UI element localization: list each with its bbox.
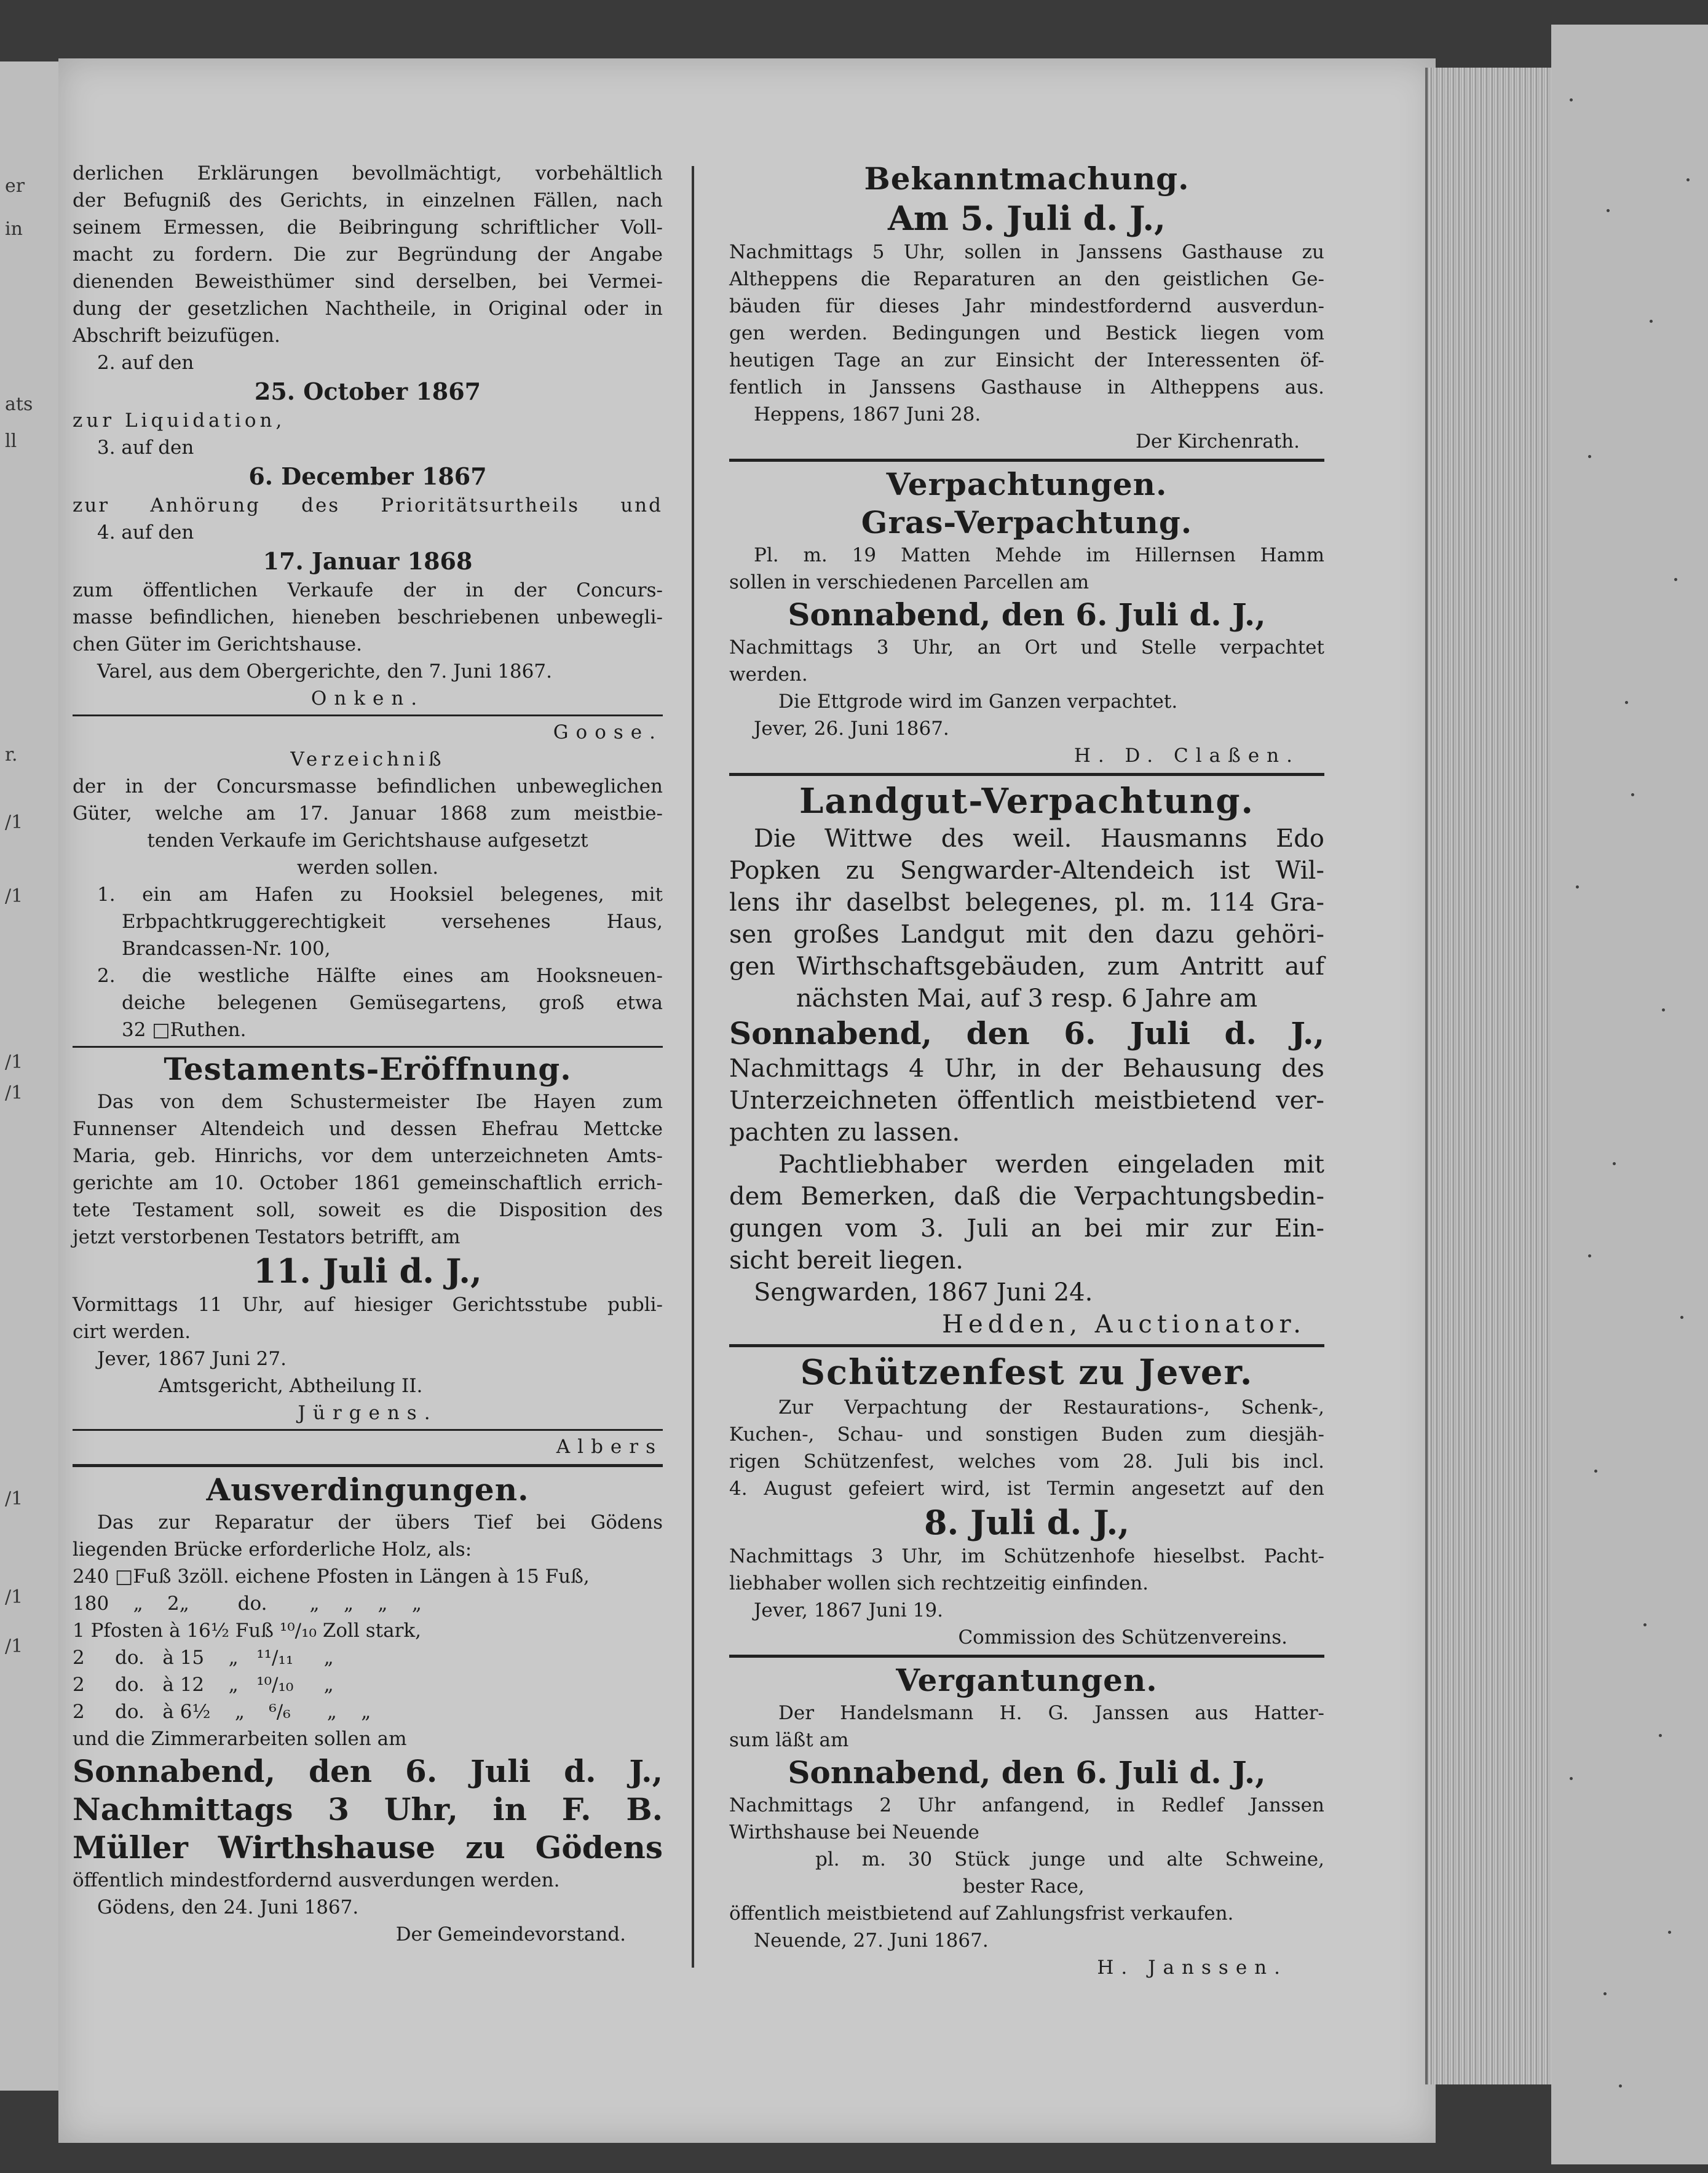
signature: Der Kirchenrath. bbox=[1136, 430, 1300, 453]
text-line: der in der Concursmasse befindlichen unbeweglichen bbox=[73, 775, 663, 798]
text-line: und die Zimmerarbeiten sollen am bbox=[73, 1728, 407, 1750]
notice-bekanntmachung bbox=[729, 160, 1324, 455]
text-line: Jever, 1867 Juni 27. bbox=[97, 1348, 287, 1370]
rule bbox=[73, 1046, 663, 1048]
text-line: Altheppens die Reparaturen an den geistlichen Ge- bbox=[729, 268, 1324, 290]
margin-fragment: /1 bbox=[5, 1586, 23, 1608]
wood-line: 2 do. à 6½ „ ⁶/₆ „ „ bbox=[73, 1701, 371, 1723]
wood-line: 2 do. à 12 „ ¹⁰/₁₀ „ bbox=[73, 1674, 334, 1696]
text-line: Neuende, 27. Juni 1867. bbox=[754, 1930, 989, 1952]
section-title: Verpachtungen. bbox=[886, 466, 1168, 502]
date-line: Sonnabend, den 6. Juli d. J., bbox=[729, 1015, 1324, 1051]
text-line: sen großes Landgut mit den dazu gehöri- bbox=[729, 920, 1324, 949]
text-line: Popken zu Sengwarder-Altendeich ist Wil- bbox=[729, 857, 1324, 885]
margin-fragment: /1 bbox=[5, 1082, 23, 1104]
rule bbox=[729, 1655, 1324, 1658]
text-line: Brandcassen-Nr. 100, bbox=[122, 938, 331, 960]
text-line: öffentlich mindestfordernd ausverdungen werden. bbox=[73, 1869, 560, 1891]
text-line: cirt werden. bbox=[73, 1321, 191, 1343]
text-line: sollen in verschiedenen Parcellen am bbox=[729, 571, 1089, 593]
section-title: Testaments-Eröffnung. bbox=[164, 1051, 572, 1087]
text-line: Nachmittags 2 Uhr anfangend, in Redlef Janssen bbox=[729, 1794, 1324, 1816]
text-line: sum läßt am bbox=[729, 1729, 849, 1751]
wood-line: 1 Pfosten à 16½ Fuß ¹⁰/₁₀ Zoll stark, bbox=[73, 1620, 422, 1642]
text-line: werden. bbox=[729, 663, 808, 686]
section-title: Landgut-Verpachtung. bbox=[799, 781, 1255, 821]
notice-testament bbox=[73, 1050, 663, 1460]
text-line: Nachmittags 4 Uhr, in der Behausung des bbox=[729, 1055, 1324, 1083]
text-line: liebhaber wollen sich rechtzeitig einfinden. bbox=[729, 1572, 1149, 1594]
text-line: dienenden Beweisthümer sind derselben, bei Vermei- bbox=[73, 271, 663, 293]
page-block-edges bbox=[1425, 68, 1554, 2084]
text-line: Sengwarden, 1867 Juni 24. bbox=[754, 1278, 1093, 1307]
text-line: gungen vom 3. Juli an bei mir zur Ein- bbox=[729, 1214, 1324, 1243]
text-line: 1. ein am Hafen zu Hooksiel belegenes, mit bbox=[97, 884, 663, 906]
text-line: sicht bereit liegen. bbox=[729, 1246, 963, 1275]
wood-line: 2 do. à 15 „ ¹¹/₁₁ „ bbox=[73, 1647, 334, 1669]
text-line: 2. die westliche Hälfte eines am Hooksneuen- bbox=[97, 965, 663, 987]
section-title: Gras-Verpachtung. bbox=[861, 504, 1193, 540]
wood-line: 240 □Fuß 3zöll. eichene Pfosten in Längen à 15 Fuß, bbox=[73, 1565, 590, 1588]
text-line: Nachmittags 5 Uhr, sollen in Janssens Gasthause zu bbox=[729, 241, 1324, 263]
text-line: heutigen Tage an zur Einsicht der Interessenten öf- bbox=[729, 349, 1324, 371]
margin-fragment: /1 bbox=[5, 1636, 23, 1657]
book-cover-edge bbox=[1551, 25, 1708, 2164]
text-line: Vormittags 11 Uhr, auf hiesiger Gerichtsstube publi- bbox=[73, 1294, 663, 1316]
text-line: lens ihr daselbst belegenes, pl. m. 114 Gra- bbox=[729, 889, 1324, 917]
right-column bbox=[729, 160, 1324, 1981]
text-line: gen werden. Bedingungen und Bestick liegen vom bbox=[729, 322, 1324, 344]
notice-verpachtungen bbox=[729, 465, 1324, 769]
left-column bbox=[73, 160, 663, 1948]
text-line: bäuden für dieses Jahr mindestfordernd ausverdun- bbox=[729, 295, 1324, 317]
section-title: Ausverdingungen. bbox=[206, 1471, 529, 1508]
text-line: pachten zu lassen. bbox=[729, 1118, 960, 1147]
text-line: Das von dem Schustermeister Ibe Hayen zum bbox=[97, 1091, 663, 1113]
signature: Der Gemeindevorstand. bbox=[395, 1923, 626, 1945]
text-line: jetzt verstorbenen Testators betrifft, am bbox=[73, 1226, 461, 1248]
text-line: Die Wittwe des weil. Hausmanns Edo bbox=[754, 825, 1324, 853]
text-line: fentlich in Janssens Gasthause in Altheppens aus. bbox=[729, 376, 1324, 398]
date-line: 11. Juli d. J., bbox=[253, 1251, 482, 1291]
text-line: Nachmittags 3 Uhr, im Schützenhofe hieselbst. Pacht- bbox=[729, 1545, 1324, 1567]
signature: Onken. bbox=[310, 687, 425, 710]
margin-fragment: /1 bbox=[5, 812, 23, 833]
notice-landgut bbox=[729, 780, 1324, 1340]
signature: Commission des Schützenvereins. bbox=[958, 1626, 1287, 1649]
date-line: Nachmittags 3 Uhr, in F. B. bbox=[73, 1791, 663, 1827]
text-line: chen Güter im Gerichtshause. bbox=[73, 633, 362, 655]
text-line: 32 □Ruthen. bbox=[122, 1019, 247, 1041]
text-line: Funnenser Altendeich und dessen Ehefrau Mettcke bbox=[73, 1118, 663, 1140]
previous-page-edge bbox=[0, 61, 60, 2091]
rule bbox=[73, 1429, 663, 1431]
notice-schuetzenfest bbox=[729, 1351, 1324, 1651]
rule bbox=[729, 1344, 1324, 1347]
margin-fragment: ll bbox=[5, 430, 17, 452]
text-line: werden sollen. bbox=[296, 857, 439, 879]
text-line: tenden Verkaufe im Gerichtshause aufgesetzt bbox=[147, 829, 588, 852]
date-line: Müller Wirthshause zu Gödens bbox=[73, 1829, 663, 1866]
margin-fragment: r. bbox=[5, 744, 18, 766]
text-line: Kuchen-, Schau- und sonstigen Buden zum diesjäh- bbox=[729, 1423, 1324, 1446]
margin-fragment: /1 bbox=[5, 1488, 23, 1510]
margin-fragment: er bbox=[5, 175, 25, 197]
text-line: deiche belegenen Gemüsegartens, groß etwa bbox=[122, 992, 663, 1014]
date-line: 6. December 1867 bbox=[248, 462, 487, 490]
margin-fragment: ats bbox=[5, 394, 33, 415]
text-line: Gödens, den 24. Juni 1867. bbox=[97, 1896, 359, 1918]
text-line: gen Wirthschaftsgebäuden, zum Antritt auf bbox=[729, 952, 1324, 981]
text-line: macht zu fordern. Die zur Begründung der Angabe bbox=[73, 243, 663, 266]
text-line: Güter, welche am 17. Januar 1868 zum meistbie- bbox=[73, 802, 663, 825]
text-line: der Befugniß des Gerichts, in einzelnen Fällen, nach bbox=[73, 189, 663, 212]
text-line: Pachtliebhaber werden eingeladen mit bbox=[778, 1150, 1324, 1179]
text-line: öffentlich meistbietend auf Zahlungsfrist verkaufen. bbox=[729, 1902, 1234, 1925]
notice-ausverdingungen bbox=[73, 1471, 663, 1948]
section-title: Bekanntmachung. bbox=[864, 160, 1190, 197]
column-divider bbox=[692, 166, 694, 1968]
text-line: masse befindlichen, hieneben beschriebenen unbewegli- bbox=[73, 606, 663, 628]
date-line: 17. Januar 1868 bbox=[263, 547, 473, 575]
text-line: bester Race, bbox=[963, 1875, 1085, 1898]
text-line: Unterzeichneten öffentlich meistbietend ver- bbox=[729, 1086, 1324, 1115]
signature: H. Janssen. bbox=[1097, 1957, 1287, 1979]
date-line: Am 5. Juli d. J., bbox=[888, 199, 1166, 238]
text-line: Pl. m. 19 Matten Mehde im Hillernsen Hamm bbox=[754, 544, 1324, 566]
rule bbox=[729, 459, 1324, 462]
text-line: zur Liquidation, bbox=[73, 410, 286, 432]
date-line: Sonnabend, den 6. Juli d. J., bbox=[788, 1754, 1266, 1791]
text-line: nächsten Mai, auf 3 resp. 6 Jahre am bbox=[796, 984, 1258, 1013]
text-line: Die Ettgrode wird im Ganzen verpachtet. bbox=[778, 691, 1178, 713]
text-line: 4. August gefeiert wird, ist Termin angesetzt auf den bbox=[729, 1478, 1324, 1500]
text-line: derlichen Erklärungen bevollmächtigt, vorbehältlich bbox=[73, 162, 663, 184]
section-title: Vergantungen. bbox=[896, 1662, 1158, 1698]
text-line: Das zur Reparatur der übers Tief bei Gödens bbox=[97, 1511, 663, 1534]
text-line: Jever, 26. Juni 1867. bbox=[754, 718, 949, 740]
rule bbox=[73, 714, 663, 716]
text-line: seinem Ermessen, die Beibringung schriftlicher Voll- bbox=[73, 216, 663, 239]
text-line: zur Anhörung des Prioritätsurtheils und bbox=[73, 494, 663, 517]
text-line: gerichte am 10. October 1861 gemeinschaftlich errich- bbox=[73, 1172, 663, 1194]
signature: Albers bbox=[556, 1436, 663, 1458]
signature: Goose. bbox=[553, 721, 663, 743]
section-title: Schützenfest zu Jever. bbox=[800, 1352, 1254, 1393]
signature: H. D. Claßen. bbox=[1073, 745, 1300, 767]
signature: Hedden, Auctionator. bbox=[942, 1310, 1306, 1339]
section-title: Verzeichniß bbox=[290, 748, 445, 770]
date-line: Sonnabend, den 6. Juli d. J., bbox=[788, 596, 1266, 633]
text-line: Maria, geb. Hinrichs, vor dem unterzeichneten Amts- bbox=[73, 1145, 663, 1167]
text-line: Der Handelsmann H. G. Janssen aus Hatter- bbox=[778, 1702, 1324, 1724]
text-line: tete Testament soll, soweit es die Disposition des bbox=[73, 1199, 663, 1221]
date-line: Sonnabend, den 6. Juli d. J., bbox=[73, 1753, 663, 1789]
wood-line: 180 „ 2„ do. „ „ „ „ bbox=[73, 1593, 422, 1615]
text-line: Erbpachtkruggerechtigkeit versehenes Haus, bbox=[122, 911, 663, 933]
notice-concurs-continuation bbox=[73, 160, 663, 1043]
text-line: dung der gesetzlichen Nachtheile, in Original oder in bbox=[73, 298, 663, 320]
text-line: dem Bemerken, daß die Verpachtungsbedin- bbox=[729, 1182, 1324, 1211]
text-line: Nachmittags 3 Uhr, an Ort und Stelle verpachtet bbox=[729, 636, 1324, 659]
rule bbox=[73, 1464, 663, 1467]
margin-fragment: /1 bbox=[5, 885, 23, 907]
text-line: Abschrift beizufügen. bbox=[73, 325, 280, 347]
text-line: Jever, 1867 Juni 19. bbox=[754, 1599, 943, 1621]
date-line: 8. Juli d. J., bbox=[923, 1503, 1130, 1542]
text-line: pl. m. 30 Stück junge und alte Schweine, bbox=[815, 1848, 1324, 1870]
text-line: rigen Schützenfest, welches vom 28. Juli bis incl. bbox=[729, 1451, 1324, 1473]
text-line: Heppens, 1867 Juni 28. bbox=[754, 403, 981, 425]
signature: Jürgens. bbox=[298, 1402, 438, 1424]
notice-vergantungen bbox=[729, 1661, 1324, 1981]
text-line: 4. auf den bbox=[97, 521, 194, 544]
text-line: Zur Verpachtung der Restaurations-, Schenk-, bbox=[778, 1396, 1324, 1419]
text-line: Varel, aus dem Obergerichte, den 7. Juni 1867. bbox=[97, 660, 552, 683]
text-line: Wirthshause bei Neuende bbox=[729, 1821, 979, 1843]
text-line: liegenden Brücke erforderliche Holz, als: bbox=[73, 1538, 472, 1561]
text-line: zum öffentlichen Verkaufe der in der Concurs- bbox=[73, 579, 663, 601]
text-line: 2. auf den bbox=[97, 352, 194, 374]
margin-fragment: /1 bbox=[5, 1051, 23, 1073]
date-line: 25. October 1867 bbox=[254, 378, 481, 405]
text-line: 3. auf den bbox=[97, 437, 194, 459]
text-line: Amtsgericht, Abtheilung II. bbox=[159, 1375, 423, 1397]
rule bbox=[729, 773, 1324, 776]
margin-fragment: in bbox=[5, 218, 23, 240]
